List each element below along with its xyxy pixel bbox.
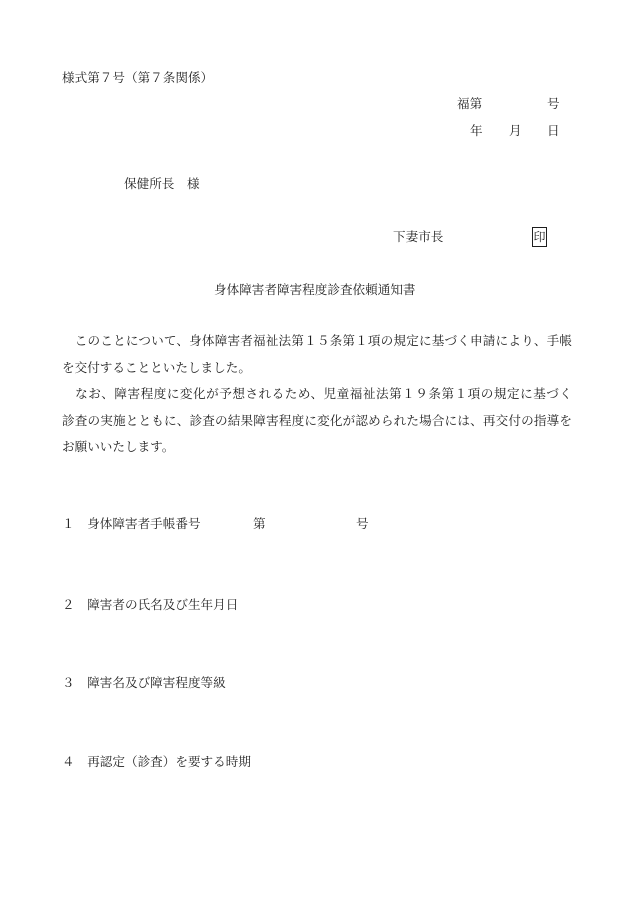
item-3-label: ３ 障害名及び障害程度等級 (62, 675, 226, 690)
date-month: 月 (509, 123, 522, 138)
item-4-label: ４ 再認定（診査）を要する時期 (62, 754, 251, 769)
body-line-2: を交付することといたしました。 (62, 360, 251, 375)
reference-number-prefix: 福第 (457, 96, 483, 111)
addressee: 保健所長 様 (124, 176, 200, 191)
document-title: 身体障害者障害程度診査依頼通知書 (214, 282, 416, 297)
body-line-5: お願いいたします。 (62, 439, 175, 454)
item-1-number-suffix: 号 (356, 516, 369, 531)
body-line-4: 診査の実施とともに、診査の結果障害程度に変化が認められた場合には、再交付の指導を (62, 413, 572, 428)
reference-number-suffix: 号 (547, 96, 560, 111)
sender: 下妻市長 (393, 229, 444, 244)
date-year: 年 (470, 123, 483, 138)
item-1-number-prefix: 第 (253, 516, 266, 531)
date-day: 日 (547, 123, 560, 138)
body-line-1: このことについて、身体障害者福祉法第１５条第１項の規定に基づく申請により、手帳 (62, 333, 572, 348)
body-line-3: なお、障害程度に変化が予想されるため、児童福祉法第１９条第１項の規定に基づく (62, 386, 572, 401)
form-number: 様式第７号（第７条関係） (62, 70, 214, 85)
item-2-label: ２ 障害者の氏名及び生年月日 (62, 597, 239, 612)
item-1-label: １ 身体障害者手帳番号 (62, 516, 201, 531)
seal-stamp-box: 印 (532, 227, 547, 247)
